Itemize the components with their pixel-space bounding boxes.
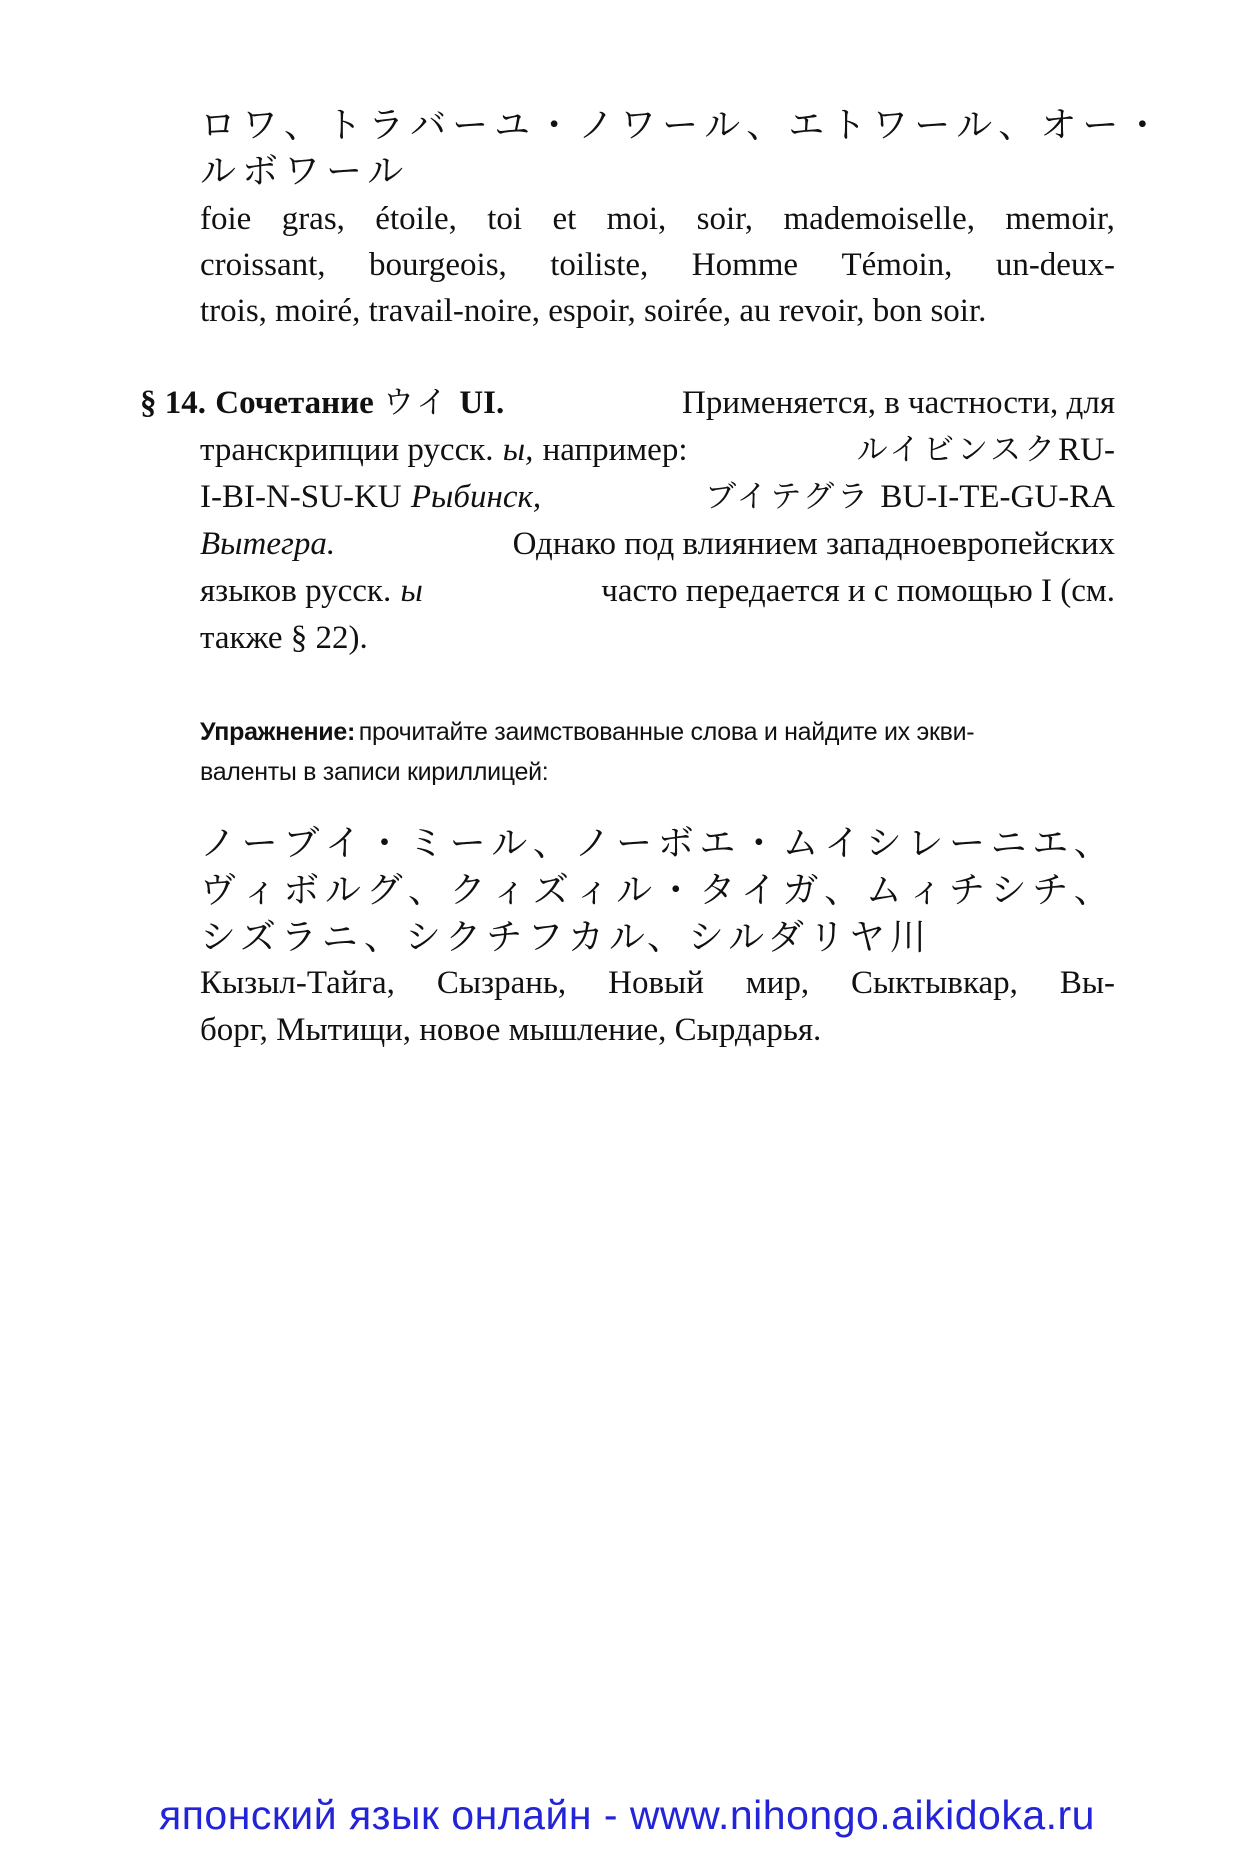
- kana-line: [200, 103, 1167, 149]
- latin-run: I-BI-N-SU-KU: [200, 479, 402, 515]
- section-heading: [140, 380, 504, 427]
- kana-glyph: ズ: [532, 870, 574, 911]
- section-line: [200, 521, 1115, 568]
- kana-glyph: ユ: [494, 105, 537, 146]
- exercise-kana-block: [200, 820, 1115, 961]
- word: un-deux-: [995, 247, 1115, 283]
- word: Вы-: [1059, 965, 1115, 1001]
- kana-glyph: ル: [616, 870, 658, 911]
- word: moi,: [606, 201, 667, 237]
- kana-glyph: イ: [324, 823, 366, 864]
- text-run: Однако под влиянием западноевропейских: [512, 526, 1115, 562]
- section-text: [200, 568, 423, 615]
- word: Кызыл-Тайга,: [200, 965, 395, 1001]
- kana-line: ルボワール: [200, 151, 410, 192]
- word: Témoin,: [841, 247, 953, 283]
- text-run: часто передается и с помощью I (см.: [601, 573, 1115, 609]
- text-run: прочитайте заимствованные слова и найдите их экви-: [358, 718, 975, 746]
- kana-glyph: ワ: [620, 105, 663, 146]
- french-line: [200, 196, 1115, 242]
- kana-glyph: ル: [491, 823, 533, 864]
- kana-glyph: シ: [865, 823, 907, 864]
- exercise-kana-line: [200, 867, 1115, 914]
- word: toiliste,: [550, 247, 649, 283]
- section-14: [140, 380, 1115, 662]
- kana-glyph: ー: [662, 105, 705, 146]
- kana-glyph: ー: [914, 105, 957, 146]
- section-line: [200, 427, 1115, 474]
- word: Homme: [691, 247, 799, 283]
- top-kana-block: [200, 103, 1167, 195]
- kana-glyph: チ: [948, 870, 990, 911]
- exercise-instruction-line: валенты в записи кириллицей:: [200, 758, 549, 786]
- kana-glyph: ・: [1124, 105, 1167, 146]
- kana-glyph: ー: [449, 823, 491, 864]
- kana-glyph: ワ: [242, 105, 285, 146]
- text-run: языков русск.: [200, 573, 392, 609]
- kana-glyph: 、: [532, 823, 574, 864]
- kana-glyph: ー: [452, 105, 495, 146]
- section-title: Сочетание: [215, 385, 374, 421]
- kana-glyph: イ: [824, 823, 866, 864]
- kana-glyph: 、: [998, 105, 1041, 146]
- italic-run: Вытегра.: [200, 526, 336, 562]
- kana-run: ルイビンスク: [856, 432, 1059, 468]
- kana-glyph: レ: [907, 823, 949, 864]
- kana-glyph: ト: [326, 105, 369, 146]
- exercise-cyrillic-block: [200, 960, 1115, 1054]
- kana-run: ブイテグラ: [705, 479, 872, 515]
- kana-glyph: ミ: [408, 823, 450, 864]
- french-line: trois, moiré, travail-noire, espoir, soirée, au revoir, bon soir.: [200, 293, 987, 329]
- kana-glyph: ロ: [200, 105, 243, 146]
- kana-glyph: 、: [746, 105, 789, 146]
- kana-glyph: ブ: [283, 823, 325, 864]
- kana-glyph: ー: [241, 823, 283, 864]
- kana-glyph: オ: [1040, 105, 1083, 146]
- section-number: § 14.: [140, 385, 206, 421]
- cyrillic-line: [200, 960, 1115, 1007]
- kana-glyph: 、: [824, 870, 866, 911]
- kana-glyph: ィ: [574, 870, 616, 911]
- word: foie: [200, 201, 252, 237]
- kana-glyph: ー: [948, 823, 990, 864]
- kana-glyph: ル: [324, 870, 366, 911]
- site-footer-link[interactable]: японский язык онлайн - www.nihongo.aikidoka.ru: [159, 1792, 1095, 1838]
- kana-glyph: ニ: [990, 823, 1032, 864]
- section-text: [200, 427, 687, 474]
- section-line: также § 22).: [200, 620, 368, 656]
- kana-glyph: バ: [410, 105, 453, 146]
- kana-glyph: 、: [408, 870, 450, 911]
- example-word: [200, 474, 541, 521]
- exercise-block: [200, 712, 1115, 792]
- italic-run: Рыбинск,: [410, 479, 542, 515]
- text-run: транскрипции русск.: [200, 432, 494, 468]
- word: croissant,: [200, 247, 326, 283]
- exercise-instruction-line: [200, 712, 1115, 752]
- word: gras,: [281, 201, 345, 237]
- kana-glyph: エ: [788, 105, 831, 146]
- kana-glyph: ボ: [283, 870, 325, 911]
- kana-glyph: ィ: [907, 870, 949, 911]
- kana-glyph: グ: [366, 870, 408, 911]
- kana-glyph: チ: [1032, 870, 1074, 911]
- kana-glyph: 、: [1073, 870, 1115, 911]
- exercise-kana-line: シズラニ、シクチフカル、シルダリヤ川: [200, 917, 931, 958]
- kana-glyph: ム: [782, 823, 824, 864]
- text-run: например:: [542, 432, 688, 468]
- word: et: [552, 201, 577, 237]
- kana-glyph: ノ: [574, 823, 616, 864]
- word: Сыктывкар,: [851, 965, 1018, 1001]
- kana-glyph: ム: [865, 870, 907, 911]
- kana-glyph: ヴ: [200, 870, 242, 911]
- kana-glyph: ワ: [872, 105, 915, 146]
- word: Сызрань,: [436, 965, 567, 1001]
- exercise-label: Упражнение:: [200, 718, 356, 746]
- example-word: [705, 474, 1115, 521]
- kana-glyph: タ: [699, 870, 741, 911]
- kana-glyph: ボ: [657, 823, 699, 864]
- word: bourgeois,: [368, 247, 507, 283]
- exercise-kana-line: [200, 820, 1115, 867]
- section-text: Применяется, в частности, для: [682, 385, 1115, 421]
- example-word: [857, 427, 1115, 474]
- kana-glyph: ト: [830, 105, 873, 146]
- kana-glyph: ・: [740, 823, 782, 864]
- word: mademoiselle,: [783, 201, 975, 237]
- kana-glyph: シ: [990, 870, 1032, 911]
- kana-glyph: ル: [704, 105, 747, 146]
- section-latin: UI.: [459, 385, 505, 421]
- kana-glyph: ク: [449, 870, 491, 911]
- kana-glyph: エ: [1032, 823, 1074, 864]
- kana-glyph: イ: [740, 870, 782, 911]
- french-line: [200, 242, 1115, 288]
- kana-glyph: ノ: [200, 823, 242, 864]
- kana-glyph: ー: [1082, 105, 1125, 146]
- word: мир,: [745, 965, 810, 1001]
- kana-glyph: ィ: [241, 870, 283, 911]
- kana-glyph: ガ: [782, 870, 824, 911]
- word: étoile,: [375, 201, 457, 237]
- kana-glyph: ー: [616, 823, 658, 864]
- italic-run: ы,: [502, 432, 534, 468]
- kana-glyph: ラ: [368, 105, 411, 146]
- exercise-instruction: [200, 712, 974, 752]
- kana-glyph: ・: [366, 823, 408, 864]
- word: soir,: [696, 201, 754, 237]
- kana-glyph: ノ: [578, 105, 621, 146]
- section-line: [200, 568, 1115, 615]
- word: toi: [487, 201, 523, 237]
- word: Новый: [608, 965, 704, 1001]
- cyrillic-line: борг, Мытищи, новое мышление, Сырдарья.: [200, 1012, 822, 1048]
- kana-glyph: 、: [284, 105, 327, 146]
- kana-glyph: ・: [657, 870, 699, 911]
- kana-glyph: 、: [1073, 823, 1115, 864]
- kana-glyph: ・: [536, 105, 579, 146]
- kana-glyph: エ: [699, 823, 741, 864]
- latin-run: BU-I-TE-GU-RA: [880, 479, 1115, 515]
- section-line: [200, 474, 1115, 521]
- word: memoir,: [1005, 201, 1115, 237]
- kana-glyph: ル: [956, 105, 999, 146]
- french-words-block: [200, 196, 1115, 334]
- kana-glyph: ィ: [491, 870, 533, 911]
- latin-run: RU-: [1058, 432, 1115, 468]
- italic-run: ы: [400, 573, 423, 609]
- section-heading-line: [140, 380, 1115, 427]
- section-kana: ウイ: [383, 385, 451, 421]
